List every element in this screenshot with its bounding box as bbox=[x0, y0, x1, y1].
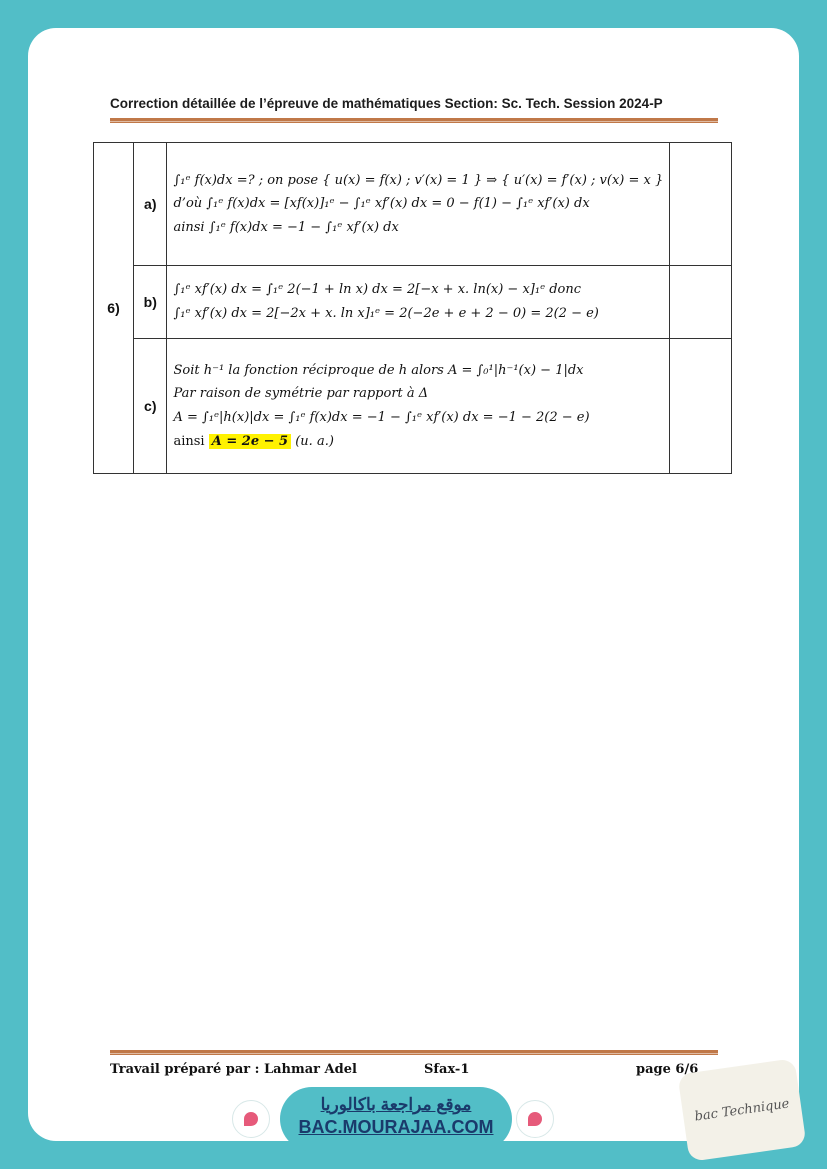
part-c-content bbox=[167, 339, 670, 474]
part-label-c: c) bbox=[134, 339, 167, 474]
part-a-content bbox=[167, 143, 670, 266]
final-answer-highlight: A = 2e − 5 bbox=[209, 434, 291, 449]
math-line: ∫₁ᵉ xf′(x) dx = 2[−2x + x. ln x]₁ᵉ = 2(−2e + e + 2 − 0) = 2(2 − e) bbox=[173, 306, 599, 321]
final-answer-line bbox=[167, 430, 669, 454]
site-logo-icon bbox=[232, 1100, 270, 1138]
table-row bbox=[94, 143, 732, 266]
part-b-content bbox=[167, 266, 670, 339]
final-unit: (u. a.) bbox=[295, 433, 334, 449]
math-line: d’où ∫₁ᵉ f(x)dx = [xf(x)]₁ᵉ − ∫₁ᵉ xf′(x) dx = 0 − f(1) − ∫₁ᵉ xf′(x) dx bbox=[173, 196, 590, 212]
site-badge-url: BAC.MOURAJAA.COM bbox=[298, 1117, 494, 1137]
footer-rule bbox=[110, 1050, 718, 1055]
table-row bbox=[94, 339, 732, 474]
part-label-a: a) bbox=[134, 143, 167, 266]
math-line: ∫₁ᵉ f(x)dx =? ; on pose { u(x) = f(x) ; v′(x) = 1 } ⇒ { u′(x) = f′(x) ; v(x) = x } bbox=[173, 172, 664, 188]
site-badge-arabic: موقع مراجعة باكالوريا bbox=[320, 1095, 472, 1114]
correction-table bbox=[93, 142, 732, 474]
site-badge-link[interactable] bbox=[280, 1087, 512, 1151]
question-number: 6) bbox=[94, 143, 134, 474]
footer-place: Sfax-1 bbox=[424, 1062, 470, 1077]
site-logo-icon bbox=[516, 1100, 554, 1138]
math-line: A = ∫₁ᵉ|h(x)|dx = ∫₁ᵉ f(x)dx = −1 − ∫₁ᵉ xf′(x) dx = −1 − 2(2 − e) bbox=[173, 410, 590, 425]
math-line: Soit h⁻¹ la fonction réciproque de h alors A = ∫₀¹|h⁻¹(x) − 1|dx bbox=[173, 362, 584, 378]
text-line: Par raison de symétrie par rapport à Δ bbox=[173, 386, 429, 402]
bac-technique-stamp: bac Technique bbox=[677, 1058, 806, 1162]
math-line: ∫₁ᵉ xf′(x) dx = ∫₁ᵉ 2(−1 + ln x) dx = 2[−x + x. ln(x) − x]₁ᵉ donc bbox=[173, 282, 582, 298]
final-prefix: ainsi bbox=[173, 433, 205, 449]
math-line: ainsi ∫₁ᵉ f(x)dx = −1 − ∫₁ᵉ xf′(x) dx bbox=[173, 219, 399, 235]
header-rule bbox=[110, 118, 718, 123]
table-row bbox=[94, 266, 732, 339]
page-header-title: Correction détaillée de l’épreuve de mathématiques Section: Sc. Tech. Session 2024-P bbox=[110, 96, 663, 111]
score-cell bbox=[670, 266, 732, 339]
footer-page-number: page 6/6 bbox=[636, 1062, 699, 1077]
score-cell bbox=[670, 143, 732, 266]
footer-author: Travail préparé par : Lahmar Adel bbox=[110, 1062, 357, 1077]
score-cell bbox=[670, 339, 732, 474]
part-label-b: b) bbox=[134, 266, 167, 339]
